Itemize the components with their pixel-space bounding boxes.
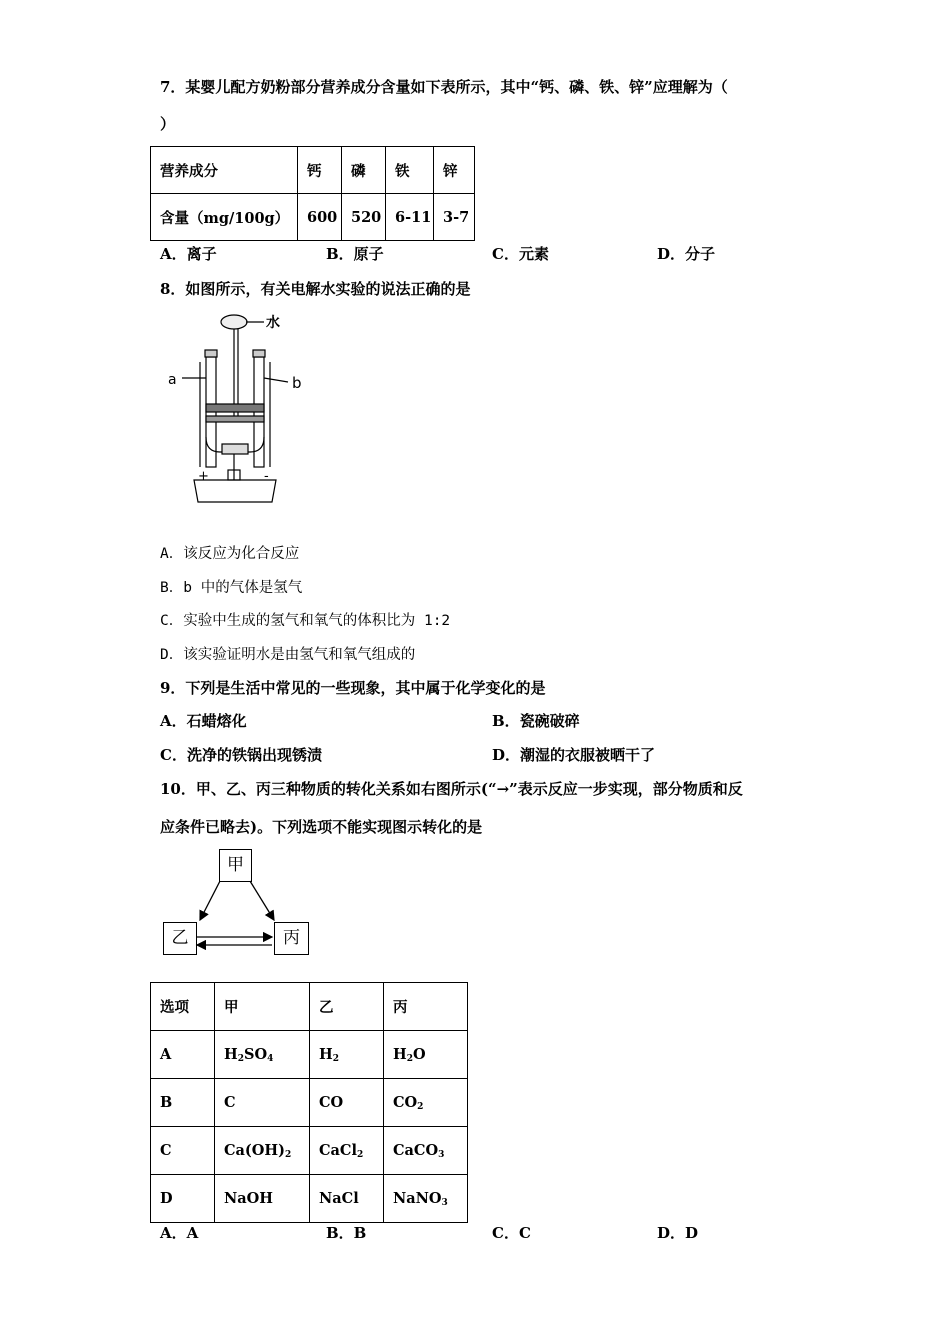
label-a: a <box>168 372 177 388</box>
q9-option-d[interactable]: D．潮湿的衣服被晒干了 <box>492 746 656 764</box>
q8-option-a[interactable]: A．该反应为化合反应 <box>160 546 300 562</box>
label-minus: - <box>264 469 269 484</box>
table-cell: 6-11 <box>386 194 434 241</box>
table-header-cell: 铁 <box>386 147 434 194</box>
table-row <box>151 983 468 1031</box>
arrow-jia-to-bing <box>250 881 274 920</box>
q10-stem-line2: 应条件已略去)。下列选项不能实现图示转化的是 <box>160 818 483 836</box>
table-row <box>151 1031 468 1079</box>
table-cell: NaCl <box>310 1175 384 1223</box>
table-header-cell: 钙 <box>298 147 342 194</box>
table-header-cell: 磷 <box>342 147 386 194</box>
diagram-arrows <box>160 845 310 955</box>
label-plus: + <box>198 469 209 484</box>
table-cell: $H_2O$ <box>384 1031 468 1079</box>
q9-option-b[interactable]: B．瓷碗破碎 <box>492 712 580 730</box>
table-cell: B <box>151 1079 215 1127</box>
diagram-node-bing: 丙 <box>274 922 309 955</box>
table-header-cell: 营养成分 <box>151 147 298 194</box>
table-cell: 含量（mg/100g） <box>151 194 298 241</box>
q10-option-c[interactable]: C．C <box>492 1224 531 1242</box>
q9-option-a[interactable]: A．石蜡熔化 <box>160 712 247 730</box>
label-water: 水 <box>266 315 280 331</box>
diagram-node-yi: 乙 <box>163 922 197 955</box>
table-cell: 3-7 <box>434 194 475 241</box>
q7-option-b[interactable]: B．原子 <box>326 245 384 263</box>
table-cell: 600 <box>298 194 342 241</box>
q9-stem: 9．下列是生活中常见的一些现象，其中属于化学变化的是 <box>160 679 546 697</box>
q7-option-c[interactable]: C．元素 <box>492 245 549 263</box>
table-row <box>151 147 475 194</box>
q10-option-a[interactable]: A．A <box>160 1224 199 1242</box>
table-header-cell: 甲 <box>215 983 310 1031</box>
table-row <box>151 1127 468 1175</box>
table-cell: $H_2SO_4$ <box>215 1031 310 1079</box>
table-header-cell: 乙 <box>310 983 384 1031</box>
q8-option-b[interactable]: B．b 中的气体是氢气 <box>160 580 303 596</box>
label-b: b <box>292 374 302 392</box>
table-cell: NaOH <box>215 1175 310 1223</box>
q9-option-c[interactable]: C．洗净的铁锅出现锈渍 <box>160 746 322 764</box>
table-row <box>151 194 475 241</box>
q8-option-c[interactable]: C．实验中生成的氢气和氧气的体积比为 1:2 <box>160 613 451 629</box>
table-cell: CaCO$_3$ <box>384 1127 468 1175</box>
q7-nutrition-table <box>150 146 475 241</box>
table-header-cell: 丙 <box>384 983 468 1031</box>
table-row <box>151 1079 468 1127</box>
arrow-jia-to-yi <box>200 881 220 920</box>
table-cell: $CO_2$ <box>384 1079 468 1127</box>
q7-option-a[interactable]: A．离子 <box>160 245 217 263</box>
table-cell: 520 <box>342 194 386 241</box>
q10-option-b[interactable]: B．B <box>326 1224 367 1242</box>
q7-option-d[interactable]: D．分子 <box>657 245 716 263</box>
table-header-cell: 选项 <box>151 983 215 1031</box>
q10-option-d[interactable]: D．D <box>657 1224 699 1242</box>
table-cell: $Ca(OH)_2$ <box>215 1127 310 1175</box>
table-cell: D <box>151 1175 215 1223</box>
table-cell: C <box>215 1079 310 1127</box>
q7-stem-line2: ） <box>160 115 176 133</box>
table-header-cell: 锌 <box>434 147 475 194</box>
table-cell: $H_2$ <box>310 1031 384 1079</box>
q8-option-d[interactable]: D．该实验证明水是由氢气和氧气组成的 <box>160 647 416 663</box>
q10-stem-line1: 10．甲、乙、丙三种物质的转化关系如右图所示(“→”表示反应一步实现，部分物质和反 <box>160 780 743 798</box>
table-cell: CaCl$_2$ <box>310 1127 384 1175</box>
q8-stem: 8．如图所示，有关电解水实验的说法正确的是 <box>160 280 471 298</box>
diagram-node-jia: 甲 <box>219 849 252 882</box>
table-cell: NaNO$_3$ <box>384 1175 468 1223</box>
q10-options-table <box>150 982 468 1223</box>
table-cell: CO <box>310 1079 384 1127</box>
q7-stem-line1: 7．某婴儿配方奶粉部分营养成分含量如下表所示，其中“钙、磷、铁、锌”应理解为（ <box>160 78 728 96</box>
electrolysis-apparatus-figure <box>160 312 320 512</box>
table-cell: A <box>151 1031 215 1079</box>
table-cell: C <box>151 1127 215 1175</box>
table-row <box>151 1175 468 1223</box>
